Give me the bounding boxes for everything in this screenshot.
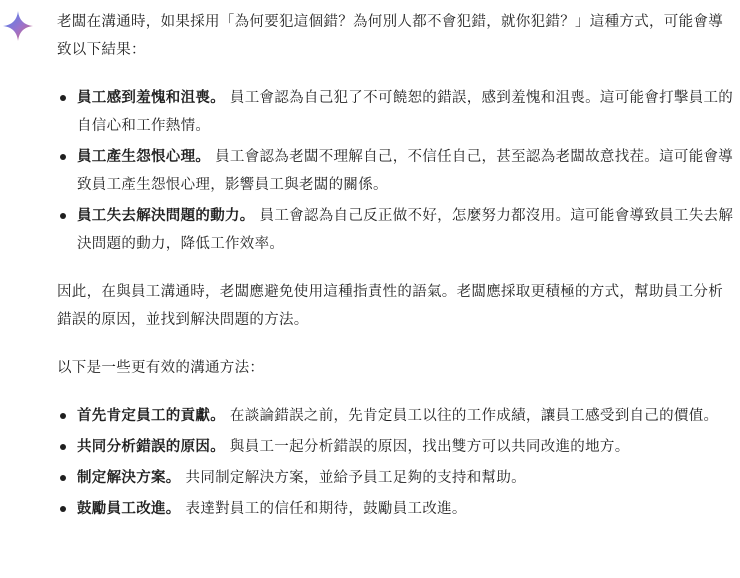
list-item	[57, 433, 737, 461]
intro-paragraph: 老闆在溝通時，如果採用「為何要犯這個錯？為何別人都不會犯錯，就你犯錯？」這種方式，可能會導致以下結果：	[57, 14, 723, 58]
item-title: 員工失去解決問題的動力。	[77, 208, 255, 224]
results-list	[57, 84, 737, 258]
methods-intro: 以下是一些更有效的溝通方法：	[57, 360, 265, 376]
item-title: 制定解決方案。	[77, 470, 181, 486]
item-text: 員工會認為自己反正做不好，怎麼努力都沒用。這可能會導致員工失去解決問題的動力，降低工作效率。	[77, 208, 734, 252]
item-text: 員工會認為老闆不理解自己，不信任自己，甚至認為老闆故意找茬。這可能會導致員工產生怨恨心理，影響員工與老闆的關係。	[77, 149, 734, 193]
item-title: 員工感到羞愧和沮喪。	[77, 90, 225, 106]
item-text: 與員工一起分析錯誤的原因，找出雙方可以共同改進的地方。	[225, 439, 630, 455]
item-text: 在談論錯誤之前，先肯定員工以往的工作成績，讓員工感受到自己的價值。	[225, 408, 719, 424]
item-text: 員工會認為自己犯了不可饒恕的錯誤，感到羞愧和沮喪。這可能會打擊員工的自信心和工作熱情。	[77, 90, 734, 134]
item-title: 員工產生怨恨心理。	[77, 149, 211, 165]
list-item	[57, 202, 737, 258]
list-item	[57, 84, 737, 140]
item-title: 首先肯定員工的貢獻。	[77, 408, 225, 424]
list-item	[57, 495, 737, 523]
item-text: 表達對員工的信任和期待，鼓勵員工改進。	[180, 501, 467, 517]
methods-list	[57, 402, 737, 523]
list-item	[57, 143, 737, 199]
item-title: 鼓勵員工改進。	[77, 501, 181, 517]
item-text: 共同制定解決方案，並給予員工足夠的支持和幫助。	[180, 470, 526, 486]
list-item	[57, 402, 737, 430]
conclusion-paragraph: 因此，在與員工溝通時，老闆應避免使用這種指責性的語氣。老闆應採取更積極的方式，幫助員工分析錯誤的原因，並找到解決問題的方法。	[57, 284, 723, 328]
sparkle-icon	[2, 10, 34, 42]
list-item	[57, 464, 737, 492]
item-title: 共同分析錯誤的原因。	[77, 439, 225, 455]
response-content	[57, 8, 737, 526]
